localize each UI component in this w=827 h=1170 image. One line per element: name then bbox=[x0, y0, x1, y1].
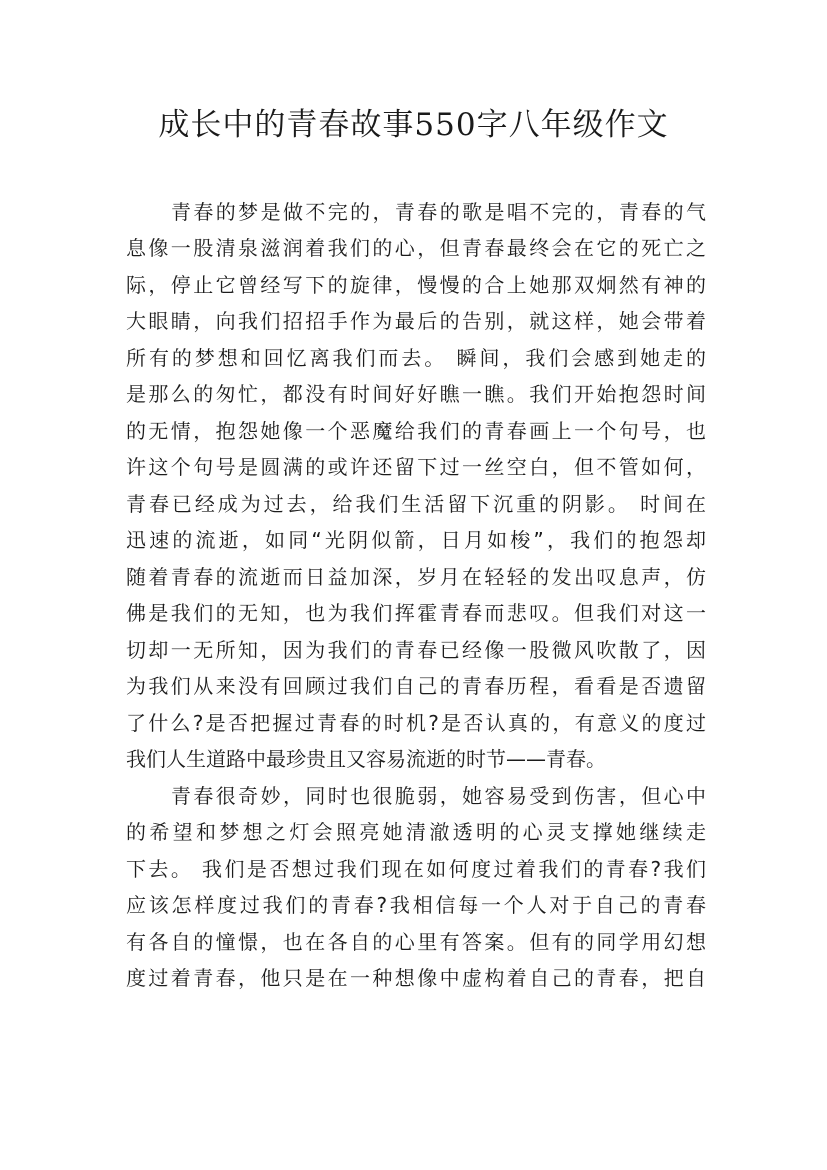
document-title: 成长中的青春故事550字八年级作文 bbox=[158, 107, 669, 143]
text-line: 下去。 我们是否想过我们现在如何度过着我们的青春?我们 bbox=[126, 857, 706, 881]
text-line: 佛是我们的无知，也为我们挥霍青春而悲叹。但我们对这一 bbox=[126, 601, 706, 625]
text-line: 有各自的憧憬，也在各自的心里有答案。但有的同学用幻想 bbox=[126, 930, 706, 954]
text-line: 所有的梦想和回忆离我们而去。 瞬间，我们会感到她走的 bbox=[126, 346, 706, 370]
text-line: 的希望和梦想之灯会照亮她清澈透明的心灵支撑她继续走 bbox=[126, 820, 706, 844]
text-line: 迅速的流逝，如同“光阴似箭，日月如梭”，我们的抱怨却 bbox=[126, 528, 706, 552]
text-line: 的无情，抱怨她像一个恶魔给我们的青春画上一个句号，也 bbox=[126, 419, 706, 443]
text-line: 大眼睛，向我们招招手作为最后的告别，就这样，她会带着 bbox=[126, 309, 706, 333]
text-line: 青春的梦是做不完的，青春的歌是唱不完的，青春的气 bbox=[171, 200, 706, 224]
text-line: 我们人生道路中最珍贵且又容易流逝的时节——青春。 bbox=[126, 747, 606, 771]
text-line: 应该怎样度过我们的青春?我相信每一个人对于自己的青春 bbox=[126, 893, 706, 917]
text-line: 际，停止它曾经写下的旋律，慢慢的合上她那双炯然有神的 bbox=[126, 273, 706, 297]
text-line: 息像一股清泉滋润着我们的心，但青春最终会在它的死亡之 bbox=[126, 236, 706, 260]
text-line: 青春已经成为过去，给我们生活留下沉重的阴影。 时间在 bbox=[126, 492, 706, 516]
text-line: 度过着青春，他只是在一种想像中虚构着自己的青春，把自 bbox=[126, 966, 706, 990]
text-line: 了什么?是否把握过青春的时机?是否认真的，有意义的度过 bbox=[126, 711, 706, 735]
text-line: 青春很奇妙，同时也很脆弱，她容易受到伤害，但心中 bbox=[171, 784, 706, 808]
text-line: 切却一无所知，因为我们的青春已经像一股微风吹散了，因 bbox=[126, 638, 706, 662]
text-line: 随着青春的流逝而日益加深，岁月在轻轻的发出叹息声，仿 bbox=[126, 565, 706, 589]
text-line: 为我们从来没有回顾过我们自己的青春历程，看看是否遗留 bbox=[126, 674, 706, 698]
text-line: 是那么的匆忙，都没有时间好好瞧一瞧。我们开始抱怨时间 bbox=[126, 382, 706, 406]
text-line: 许这个句号是圆满的或许还留下过一丝空白，但不管如何， bbox=[126, 455, 706, 479]
